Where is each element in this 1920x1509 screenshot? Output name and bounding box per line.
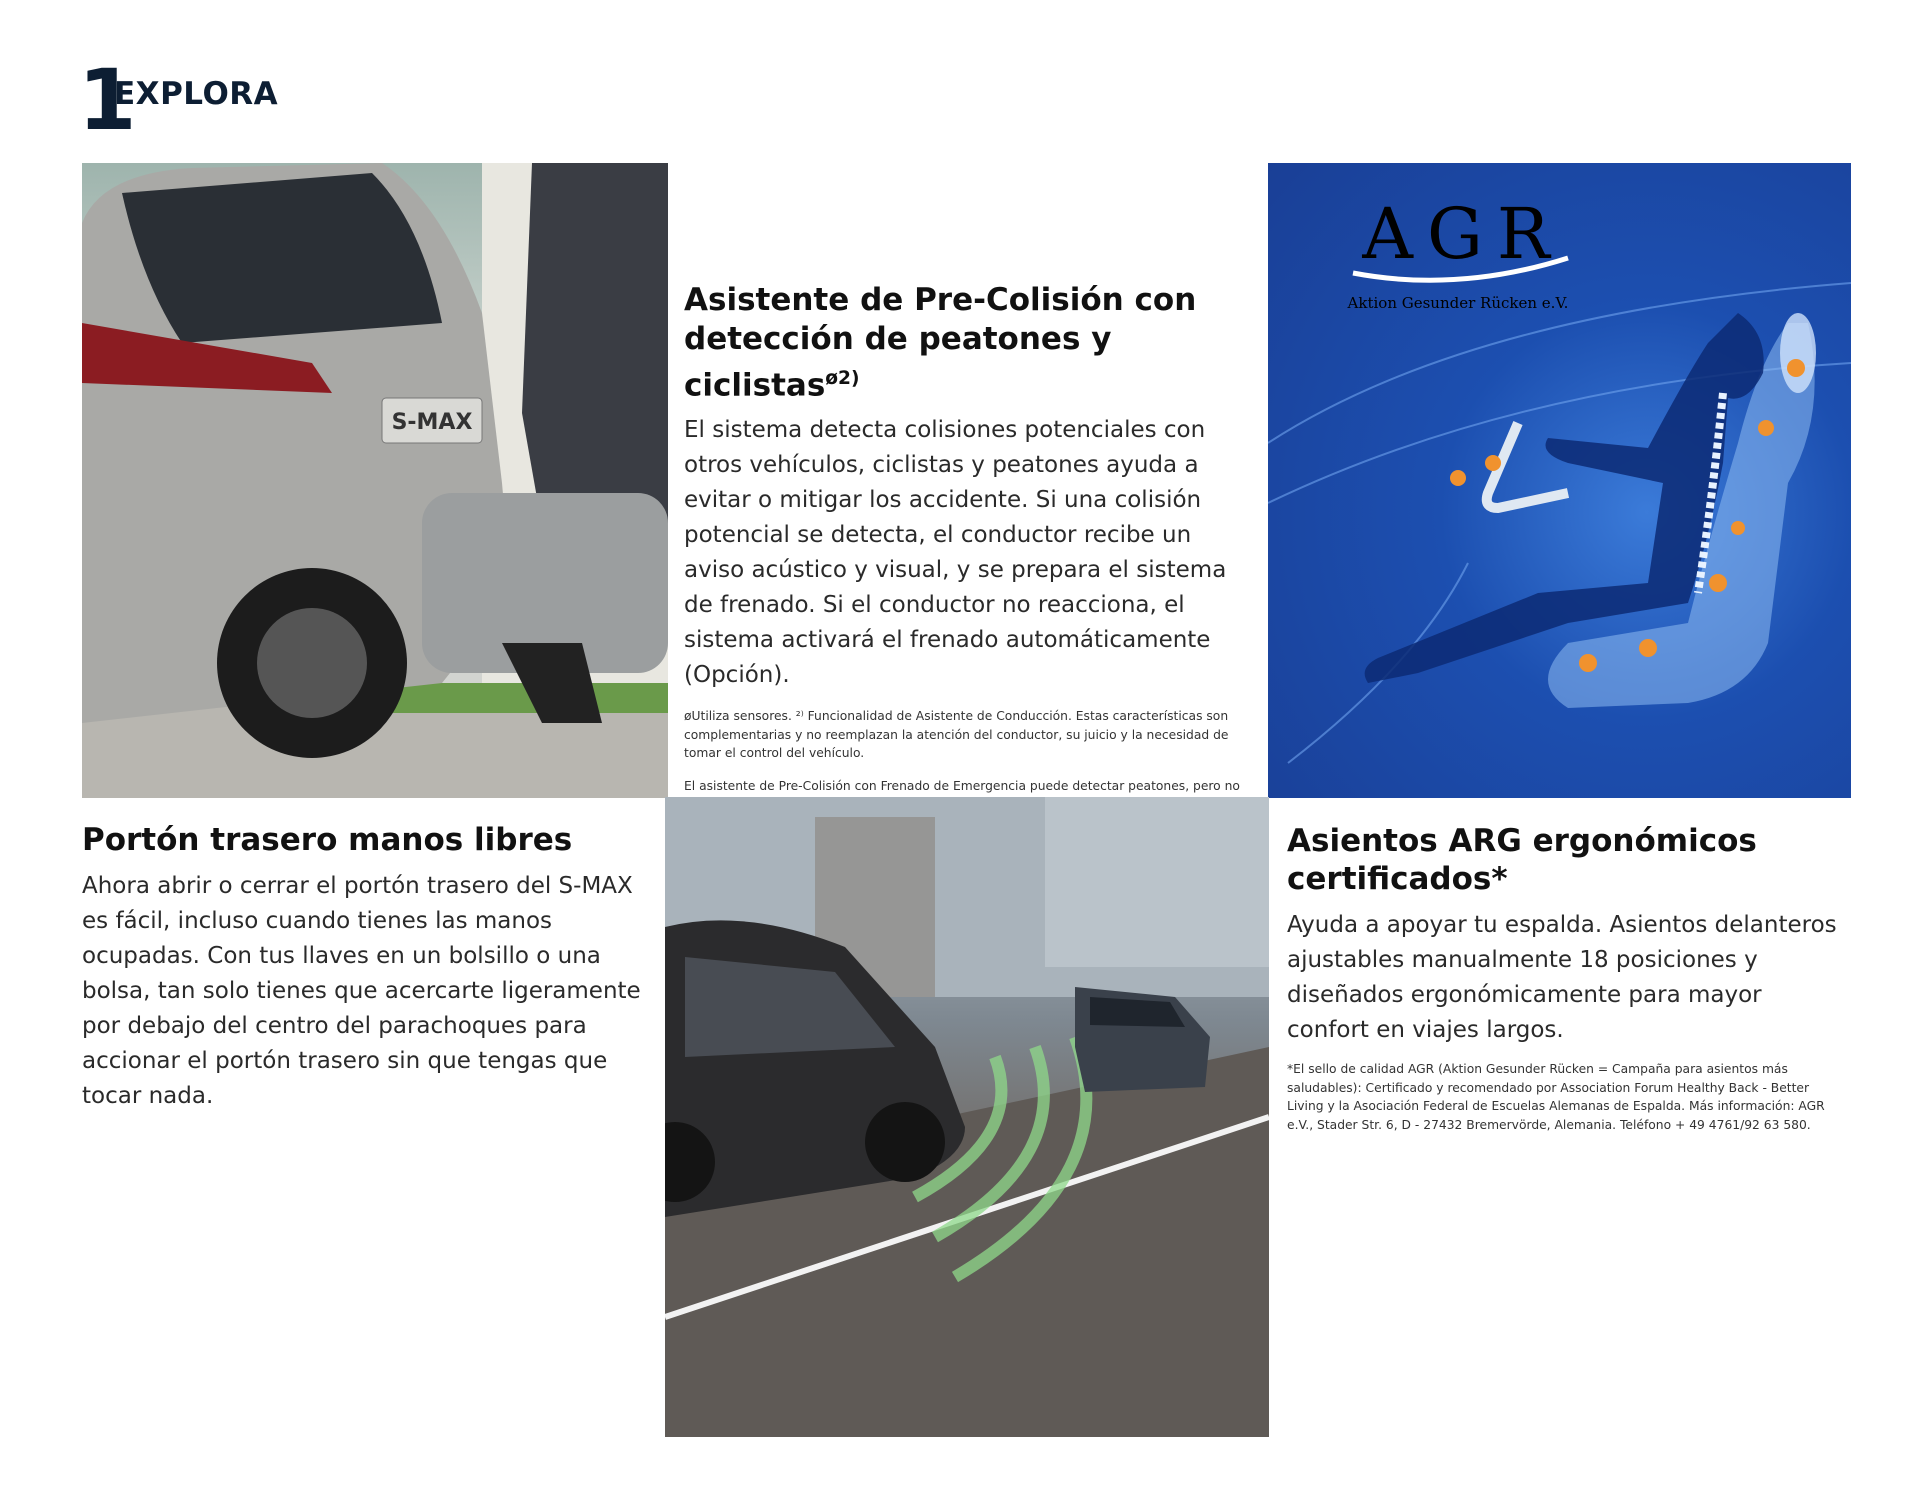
tailgate-photo xyxy=(82,163,668,798)
section-number: 1 xyxy=(78,51,137,149)
seats-body: Ayuda a apoyar tu espalda. Asientos delanteros ajustables manualmente 18 posiciones y diseñados ergonómicamente para mayor confort en viajes largos. xyxy=(1287,912,1837,1043)
agr-logo-subtitle: Aktion Gesunder Rücken e.V. xyxy=(1347,294,1569,312)
tailgate-illustration xyxy=(82,163,668,798)
seats-footnote: *El sello de calidad AGR (Aktion Gesunder Rücken = Campaña para asientos más saludables): Certificado y recomendado por Association Forum Healthy Back - Better Living y la Asociación Federal de Escuelas Alemanas de Espalda. Más información: AGR e.V., Stader Str. 6, D - 27432 Bremervörde, Alemania. Teléfono + 49 4761/92 63 580. xyxy=(1287,1062,1825,1132)
seats-title: Asientos ARG ergonómicos certificados* xyxy=(1287,823,1757,897)
tailgate-title: Portón trasero manos libres xyxy=(82,822,573,858)
agr-illustration xyxy=(1268,163,1851,798)
road-illustration xyxy=(665,797,1269,1437)
agr-logo-text: AGR xyxy=(1362,193,1564,275)
precollision-body: El sistema detecta colisiones potenciales con otros vehículos, ciclistas y peatones ayuda a evitar o mitigar los accidente. Si una colisión potencial se detecta, el conductor recibe un aviso acústico y visual, y se prepara el sistema de frenado. Si el conductor no reacciona, el sistema activará el frenado automáticamente (Opción). xyxy=(684,417,1227,689)
precollision-footnote-2: El asistente de Pre-Colisión con Frenado de Emergencia puede detectar peatones, pero no xyxy=(684,778,1240,793)
tailgate-body: Ahora abrir o cerrar el portón trasero del S-MAX es fácil, incluso cuando tienes las manos ocupadas. Con tus llaves en un bolsillo o una bolsa, tan solo tienes que acercarte ligeramente por debajo del centro del parachoques para accionar el portón trasero sin que tengas que tocar nada. xyxy=(82,873,641,1110)
precollision-footnote-1: øUtiliza sensores. ²⁾ Funcionalidad de Asistente de Conducción. Estas características son complementarias y no reemplazan la atención del conductor, su juicio y la necesidad de tomar el control del vehículo. xyxy=(684,709,1229,761)
precollision-section xyxy=(684,281,1250,832)
precollision-title: Asistente de Pre-Colisión con detección de peatones y ciclistas$^{ø2)}$ xyxy=(684,282,1197,404)
agr-seat-illustration xyxy=(1268,163,1851,798)
tailgate-section xyxy=(82,822,652,1114)
precollision-title-superscript: ø2) xyxy=(825,368,860,389)
license-plate: S-MAX xyxy=(391,410,473,435)
section-label: EXPLORA xyxy=(114,76,279,112)
seats-section xyxy=(1287,822,1847,1134)
road-photo xyxy=(665,797,1269,1437)
